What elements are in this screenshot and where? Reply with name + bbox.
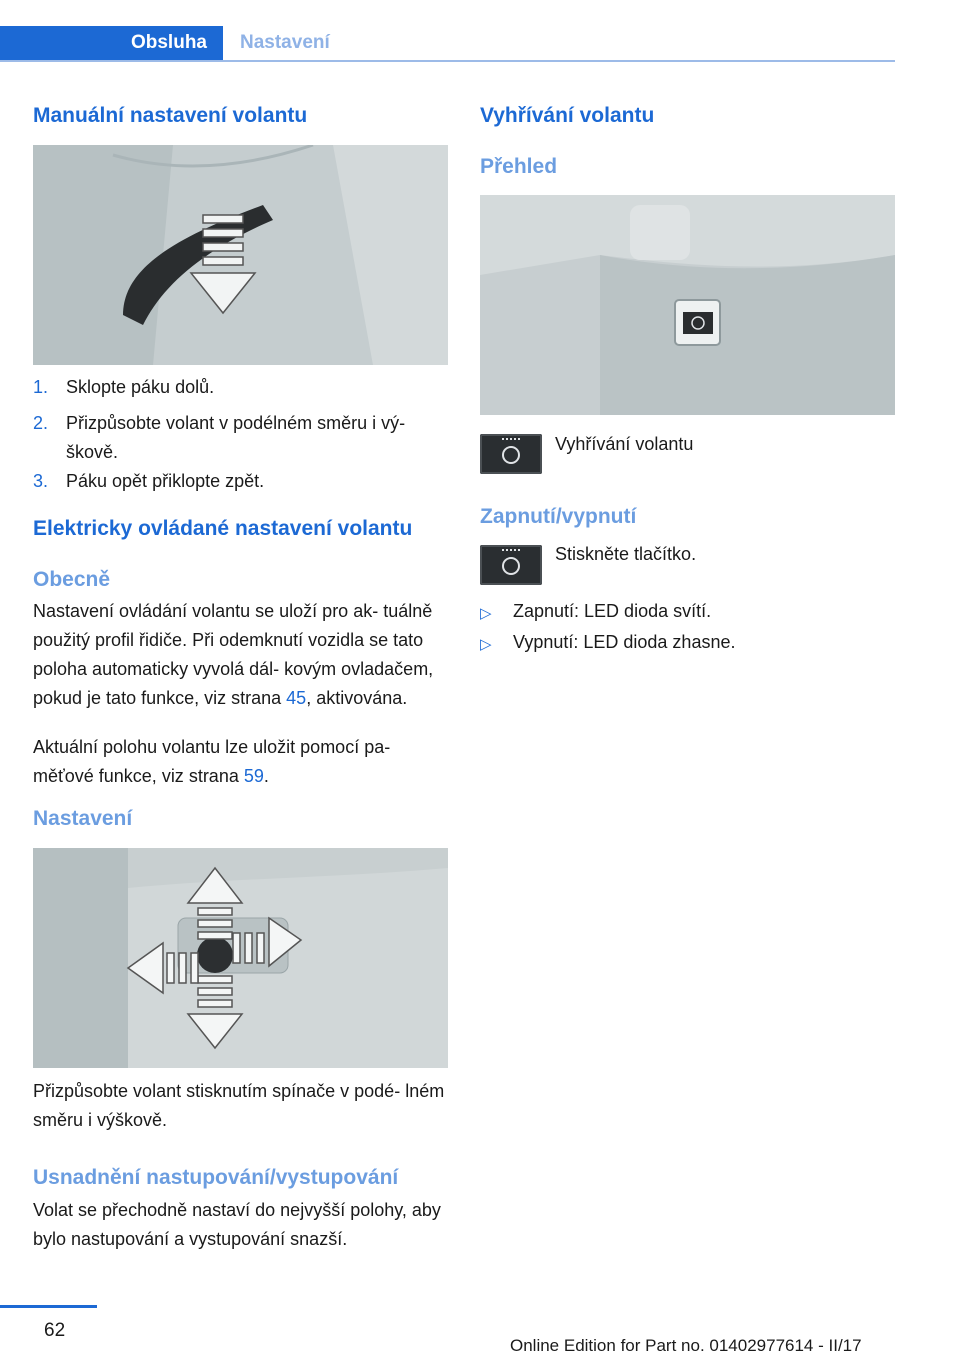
- step-number-1: 1.: [33, 377, 49, 397]
- manual-adjust-heading: Manuální nastavení volantu: [33, 104, 308, 127]
- on-off-heading: Zapnutí/vypnutí: [480, 505, 637, 528]
- step-number-2: 2.: [33, 413, 49, 433]
- heated-wheel-heading: Vyhřívání volantu: [480, 104, 655, 127]
- bullet-off: Vypnutí: LED dioda zhasne.: [513, 632, 736, 652]
- header-rule: [0, 60, 895, 62]
- press-button-text: Stiskněte tlačítko.: [555, 544, 697, 564]
- step-text-2: Přizpůsobte volant v podélném směru i vý‐ škově.: [66, 413, 406, 462]
- bullet-on: Zapnutí: LED dioda svítí.: [513, 601, 712, 621]
- heated-wheel-button-icon: [480, 434, 542, 474]
- electric-adjust-heading: Elektricky ovládané nastavení volantu: [33, 517, 413, 540]
- adjust-heading: Nastavení: [33, 807, 133, 830]
- tab-obsluha-label: Obsluha: [130, 32, 207, 53]
- easy-entry-paragraph: Volat se přechodně nastaví do nejvyšší polohy, aby bylo nastupování a vystupování snazší.: [33, 1200, 441, 1249]
- step-text-3: Páku opět přiklopte zpět.: [66, 471, 265, 491]
- header-tabs: [0, 26, 895, 62]
- step-text-1: Sklopte páku dolů.: [66, 377, 215, 397]
- switch-illustration: [33, 848, 448, 1068]
- bullet-triangle-icon: ▷: [480, 605, 492, 622]
- heated-wheel-button-icon-2: [480, 545, 542, 585]
- tab-nastaveni[interactable]: Nastavení: [240, 32, 330, 53]
- heated-wheel-label: Vyhřívání volantu: [555, 434, 694, 454]
- heated-wheel-illustration: [480, 195, 895, 415]
- overview-heading: Přehled: [480, 155, 558, 178]
- step-number-3: 3.: [33, 471, 49, 491]
- adjust-paragraph: Přizpůsobte volant stisknutím spínače v podé‐ lném směru i výškově.: [33, 1081, 445, 1130]
- lever-illustration: [33, 145, 448, 365]
- tab-obsluha[interactable]: [0, 26, 223, 60]
- page-link-45[interactable]: 45: [286, 688, 307, 708]
- footer-edition: Online Edition for Part no. 01402977614 - II/17: [510, 1336, 862, 1355]
- general-heading: Obecně: [33, 568, 111, 591]
- bullet-triangle-icon: ▷: [480, 636, 492, 653]
- page-number: 62: [44, 1320, 66, 1341]
- general-paragraph-1: Nastavení ovládání volantu se uloží pro ak‐ tuálně použitý profil řidiče. Při odemknutí vozidla se tato poloha automaticky vyvolá dál‐ kovým ovladačem, pokud je tato funkce, viz strana 45, aktivována.: [33, 601, 434, 708]
- page-link-59[interactable]: 59: [243, 766, 264, 786]
- footer-rule: [0, 1305, 97, 1308]
- easy-entry-heading: Usnadnění nastupování/vystupování: [33, 1166, 399, 1189]
- general-paragraph-2: Aktuální polohu volantu lze uložit pomocí pa‐ měťové funkce, viz strana 59.: [33, 737, 391, 786]
